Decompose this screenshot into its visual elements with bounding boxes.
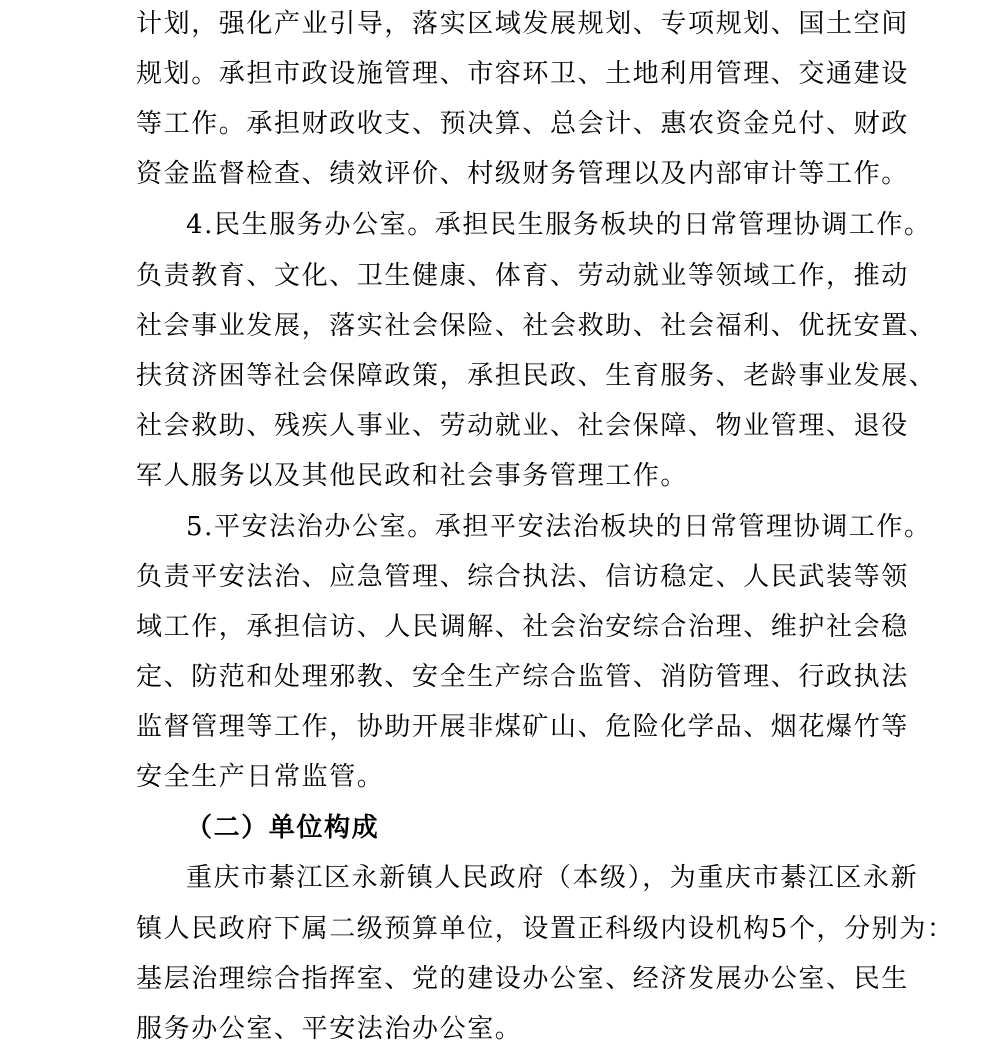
section-5-heading-line: 5.平安法治办公室。承担平安法治板块的日常管理协调工作。 — [186, 512, 932, 542]
paragraph-line: 定、防范和处理邪教、安全生产综合监管、消防管理、行政执法 — [136, 662, 909, 692]
paragraph-line: 军人服务以及其他民政和社会事务管理工作。 — [136, 461, 689, 491]
section-4-heading-line: 4.民生服务办公室。承担民生服务板块的日常管理协调工作。 — [186, 210, 932, 240]
paragraph-line: 服务办公室、平安法治办公室。 — [136, 1014, 523, 1044]
paragraph-line: 域工作，承担信访、人民调解、社会治安综合治理、维护社会稳 — [136, 612, 909, 642]
paragraph-line: 负责教育、文化、卫生健康、体育、劳动就业等领域工作，推动 — [136, 261, 909, 291]
paragraph-line: 社会事业发展，落实社会保险、社会救助、社会福利、优抚安置、 — [136, 311, 937, 341]
paragraph-line: 规划。承担市政设施管理、市容环卫、土地利用管理、交通建设 — [136, 59, 909, 89]
paragraph-line: 镇人民政府下属二级预算单位，设置正科级内设机构5个，分别为： — [136, 914, 955, 944]
paragraph-line: 资金监督检查、绩效评价、村级财务管理以及内部审计等工作。 — [136, 159, 909, 189]
subsection-heading: （二）单位构成 — [186, 813, 380, 843]
paragraph-line: 安全生产日常监管。 — [136, 762, 385, 792]
paragraph-line: 负责平安法治、应急管理、综合执法、信访稳定、人民武装等领 — [136, 562, 909, 592]
paragraph-line: 社会救助、残疾人事业、劳动就业、社会保障、物业管理、退役 — [136, 411, 909, 441]
paragraph-line: 扶贫济困等社会保障政策，承担民政、生育服务、老龄事业发展、 — [136, 361, 937, 391]
paragraph-line: 计划，强化产业引导，落实区域发展规划、专项规划、国土空间 — [136, 9, 909, 39]
paragraph-line: 重庆市綦江区永新镇人民政府（本级），为重庆市綦江区永新 — [186, 863, 919, 893]
paragraph-line: 基层治理综合指挥室、党的建设办公室、经济发展办公室、民生 — [136, 964, 909, 994]
paragraph-line: 等工作。承担财政收支、预决算、总会计、惠农资金兑付、财政 — [136, 109, 909, 139]
paragraph-line: 监督管理等工作，协助开展非煤矿山、危险化学品、烟花爆竹等 — [136, 712, 909, 742]
